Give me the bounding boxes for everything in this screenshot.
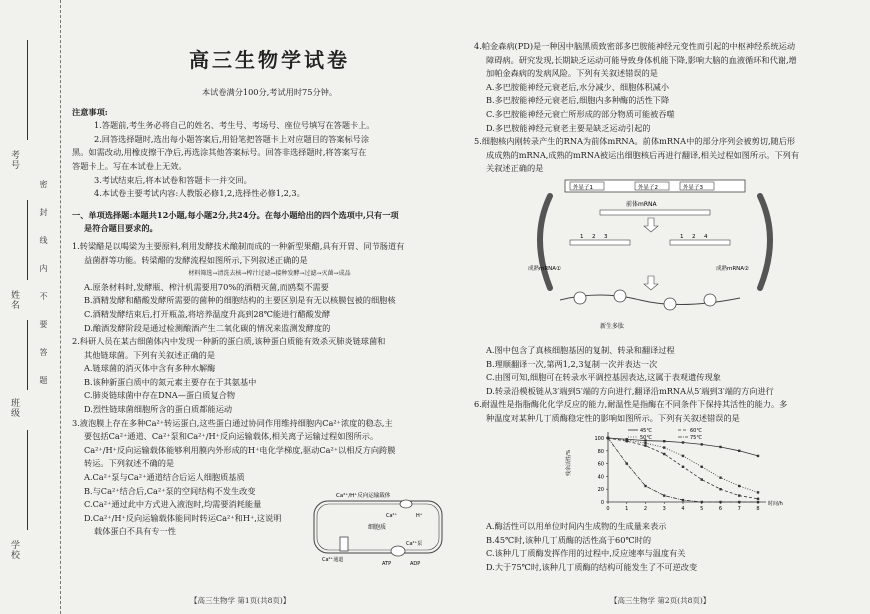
notice-line: 4.本试卷主要考试内容:人教版必修1,2,选择性必修1,2,3。 xyxy=(94,188,305,199)
data-point xyxy=(663,446,665,448)
seam-char: 封 xyxy=(39,208,48,236)
option-a: A.酶活性可以用单位时间内生成物的生成量来表示 xyxy=(486,521,667,531)
name-line xyxy=(27,200,28,280)
q6-line-chart xyxy=(566,424,783,520)
notice-heading: 注意事项: xyxy=(72,106,108,117)
left-footer: 【高三生物学 第1页(共8页)】 xyxy=(190,596,291,605)
question-3-stem: 3.液泡膜上存在多种Ca²⁺转运蛋白,这些蛋白通过协同作用维持细胞内Ca²⁺浓度的稳态,主 xyxy=(72,417,393,428)
option-d: D.Ca²⁺/H⁺反向运输载体能同时转运Ca²⁺和H⁺,这说明 xyxy=(84,512,282,523)
pre-mrna-label: 前体mRNA xyxy=(626,201,657,208)
q3-channel-shape xyxy=(340,537,348,551)
q3-atp-label: ATP xyxy=(382,561,392,567)
data-point xyxy=(738,501,740,503)
data-point xyxy=(663,440,665,442)
q3-ion-label: H⁺ xyxy=(416,513,423,519)
data-point xyxy=(701,501,703,503)
ribosome xyxy=(614,290,626,302)
data-point xyxy=(719,446,721,448)
notice-line: 2.回答选择题时,选出每小题答案后,用铅笔把答题卡上对应题目的答案标号涂 xyxy=(94,133,370,144)
legend-label: 75℃ xyxy=(690,435,702,441)
seam-char: 答 xyxy=(39,348,48,376)
exon-2-label: 外显子2 xyxy=(638,185,658,191)
series-line xyxy=(608,438,758,502)
seg-label: 2 xyxy=(692,234,696,240)
pre-mrna-bar xyxy=(600,210,710,215)
data-point xyxy=(626,462,628,464)
question-1-flow: 材料筛选→清洗去核→榨汁过滤→接种发酵→过滤→灭菌→成品 xyxy=(188,270,351,278)
section-heading: 一、单项选择题:本题共12小题,每小题2分,共24分。在每小题给出的四个选项中,只有一项 xyxy=(72,209,399,220)
q3-membrane-figure xyxy=(306,487,456,567)
q5-splicing-figure xyxy=(530,178,780,338)
option-a: A.Ca²⁺泵与Ca²⁺通道结合后运人细胞质基质 xyxy=(84,472,245,483)
y-tick-label: 40 xyxy=(597,474,604,481)
y-axis-label: 残余活性/% xyxy=(566,449,572,476)
y-tick-label: 0 xyxy=(600,500,604,506)
x-tick-label: 0 xyxy=(606,506,610,512)
notice-line: 黑。如需改动,用橡皮擦干净后,再选涂其他答案标号。回答非选择题时,将答案写在 xyxy=(72,147,367,158)
seg-label: 2 xyxy=(592,234,596,240)
data-point xyxy=(757,501,759,503)
x-tick-label: 5 xyxy=(700,506,704,512)
option-c: C.Ca²⁺通过此中方式进入液泡时,均需要消耗能量 xyxy=(84,499,262,510)
exam-title: 高三生物学试卷 xyxy=(189,48,350,72)
new-peptide-label: 新生多肽 xyxy=(600,323,625,330)
mature-mrna-1-label: 成熟mRNA① xyxy=(528,266,561,272)
q3-cytoplasm-label: 细胞质 xyxy=(368,524,387,531)
right-footer: 【高三生物学 第2页(共8页)】 xyxy=(610,596,711,605)
data-point xyxy=(663,494,665,496)
notice-line: 3.考试结束后,将本试卷和答题卡一并交回。 xyxy=(94,174,252,185)
question-1-stem: 1.转梁醋是以喝梁为主要原料,利用发酵技术酿制而成的一种新型果醋,具有开胃、同节肠道有 xyxy=(72,240,405,251)
option-c: C.多巴胺能神经元衰亡所形成的部分物质可能被吞噬 xyxy=(486,108,675,119)
question-2-stem: 2.科研人员在某古细菌体内中发现一种新的蛋白质,该种蛋白质能有效杀灭肺炎链球菌和 xyxy=(72,336,386,347)
option-c: C.酒精发酵结束后,打开瓶盖,将培养温度升高到28℃能进行醋酸发酵 xyxy=(84,308,331,319)
data-point xyxy=(701,478,703,480)
exam-number-line xyxy=(27,40,28,140)
question-1-stem: 益菌群等功能。转梁醋的发酵流程如图所示,下列叙述正确的是 xyxy=(84,254,308,265)
y-tick-label: 60 xyxy=(597,461,604,468)
seg-label: 4 xyxy=(704,234,708,240)
data-point xyxy=(757,498,759,500)
option-d: D.转录沿模板链从3′端到5′端的方向进行,翻译沿mRNA从5′端到3′端的方向进行 xyxy=(486,385,774,396)
data-point xyxy=(738,450,740,452)
option-b: B.酒精发酵和醋酸发酵所需要的菌种的细胞结构的主要区别是有无以核膜包被的细胞核 xyxy=(84,295,396,306)
option-b: B.与Ca²⁺结合后,Ca²⁺泵的空间结构不发生改变 xyxy=(84,485,256,496)
question-4-stem: 障碍病。研究发现,长期缺乏运动可能导致身体机能下降,影响大脑的血液循环和代谢,增 xyxy=(486,54,797,65)
arrow-down xyxy=(644,218,658,232)
legend-label: 45℃ xyxy=(640,428,652,434)
exon-3-label: 外显子3 xyxy=(683,185,703,191)
seam-text xyxy=(38,180,49,404)
q3-carrier-shape xyxy=(400,500,412,508)
x-tick-label: 2 xyxy=(643,506,648,512)
data-point xyxy=(719,476,721,478)
seg-label: 3 xyxy=(604,234,608,240)
school-line xyxy=(27,430,28,530)
notice-line: 1.答题前,考生务必将自己的姓名、考生号、考场号、座位号填写在答题卡上。 xyxy=(94,120,375,131)
ribosome xyxy=(664,298,676,310)
data-point xyxy=(682,441,684,443)
data-point xyxy=(644,485,646,487)
data-point xyxy=(719,488,721,490)
nuclear-envelope-left xyxy=(540,196,550,288)
right-column-bottom xyxy=(474,520,859,574)
y-tick-label: 100 xyxy=(594,436,604,442)
series-line xyxy=(608,438,758,492)
option-b: B.45℃时,该种几丁质酶的活性高于60℃时的 xyxy=(486,534,652,545)
data-point xyxy=(644,444,646,446)
data-point xyxy=(719,501,721,503)
option-a: A.多巴胺能神经元衰老后,水分减少、细胞体积减小 xyxy=(486,81,670,92)
seam-char: 密 xyxy=(39,180,48,208)
option-d-cont: 载体蛋白不具有专一性 xyxy=(94,526,176,537)
exam-info: 本试卷满分100分,考试用时75分钟。 xyxy=(201,87,338,97)
data-point xyxy=(644,442,646,444)
x-tick-label: 8 xyxy=(756,506,760,512)
seam-char: 不 xyxy=(39,292,48,320)
left-column xyxy=(72,40,467,539)
exon-1-label: 外显子1 xyxy=(573,185,593,191)
y-tick-label: 20 xyxy=(597,487,604,494)
question-3-stem: 要包括Ca²⁺通道、Ca²⁺泵和Ca²⁺/H⁺反向运输载体,相关离子运输过程如图所示。 xyxy=(84,431,379,442)
binding-strip xyxy=(0,0,61,614)
data-point xyxy=(757,455,759,457)
data-point xyxy=(738,485,740,487)
q3-pump-label: Ca²⁺泵 xyxy=(406,541,423,547)
seam-char: 题 xyxy=(39,376,48,404)
right-column xyxy=(474,40,859,176)
data-point xyxy=(682,466,684,468)
question-2-stem: 其他链球菌。下列有关叙述正确的是 xyxy=(84,349,216,360)
question-5-stem: 关叙述正确的是 xyxy=(486,163,544,174)
legend-label: 50℃ xyxy=(640,435,652,441)
exam-number-label: 考号 xyxy=(9,150,19,170)
arrow-down xyxy=(644,276,658,290)
option-d: D.多巴胺能神经元衰老主要是缺乏运动引起的 xyxy=(486,122,651,133)
notice-line: 答题卡上。写在本试卷上无效。 xyxy=(72,160,187,171)
q3-pump-shape xyxy=(391,546,405,556)
school-label: 学校 xyxy=(9,540,19,560)
data-point xyxy=(757,491,759,493)
data-point xyxy=(738,494,740,496)
x-tick-label: 3 xyxy=(662,506,666,512)
option-b: B.理顺翻译一次,第两1,2,3复制一次并表达一次 xyxy=(486,358,658,369)
option-d: D.酿酒发酵阶段是通过检测酿酒产生二氧化碳的情况来监测发酵度的 xyxy=(84,322,331,333)
data-point xyxy=(701,443,703,445)
option-a: A.链球菌的消灭体中含有多种水解酶 xyxy=(84,363,216,374)
name-label: 姓名 xyxy=(9,290,19,310)
question-6-stem: 种温度对某种几丁质酶稳定性的影响如图所示。下列有关叙述错误的是 xyxy=(486,412,740,423)
data-point xyxy=(663,453,665,455)
question-6-stem: 6.耐温性是指脂酶化化学反应的能力,耐温性是指酶在不同条件下保持其活性的能力。多 xyxy=(474,399,788,410)
class-label: 班级 xyxy=(9,398,19,418)
question-3-stem: 转运。下列叙述不确的是 xyxy=(84,458,175,469)
right-column-lower xyxy=(474,344,859,426)
seg-label: 1 xyxy=(680,234,684,240)
ribosome xyxy=(704,294,716,306)
option-a: A.图中包含了真核细胞基因的复制、转录和翻译过程 xyxy=(486,345,675,355)
data-point xyxy=(682,499,684,501)
question-4-stem: 加帕金森病的发病风险。下列有关叙述错误的是 xyxy=(486,68,658,79)
x-tick-label: 4 xyxy=(681,506,685,512)
section-heading: 是符合题目要求的。 xyxy=(84,223,158,234)
mature-mrna-2-label: 成熟mRNA② xyxy=(716,266,749,272)
option-a: A.原条材料时,发酵瓶、榨汁机需要用70%的酒精灭菌,而鸥梨不需要 xyxy=(84,281,329,292)
seam-char: 线 xyxy=(39,236,48,264)
data-point xyxy=(682,455,684,457)
option-d: D.大于75℃时,该种几丁质酶的结构可能发生了不可逆改变 xyxy=(486,561,698,572)
q3-adp-label: ADP xyxy=(410,561,421,567)
q3-ion-label: Ca²⁺ xyxy=(386,513,398,519)
x-tick-label: 7 xyxy=(737,506,741,512)
question-5-stem: 5.细胞核内刚转录产生的RNA为前体mRNA。前体mRNA中的部分序列会被剪切,随后形 xyxy=(474,136,796,147)
legend-label: 60℃ xyxy=(690,428,702,434)
question-5-stem: 成成熟的mRNA,成熟的mRNA被运出细胞核后再进行翻译,相关过程如图所示。下列有 xyxy=(486,149,800,160)
ribosome xyxy=(574,292,586,304)
nuclear-envelope-right xyxy=(760,196,770,288)
seam-char: 内 xyxy=(39,264,48,292)
data-point xyxy=(607,437,609,439)
data-point xyxy=(626,439,628,441)
x-tick-label: 1 xyxy=(625,506,629,512)
option-c: C.由图可知,细胞可在转录水平调控基因表达,这属于表观遗传现象 xyxy=(486,372,721,383)
seg-label: 1 xyxy=(580,234,584,240)
question-4-stem: 4.帕金森病(PD)是一种因中脑黑质致密部多巴胺能神经元变性而引起的中枢神经系统运动 xyxy=(474,41,796,51)
x-axis-label: 时间/h xyxy=(768,501,783,507)
mature-mrna-1-bar xyxy=(570,240,630,245)
option-d: D.烈性链球菌细胞所含的蛋白质都能运动 xyxy=(84,404,233,415)
option-c: C.肺炎链球菌中存在DNA—蛋白质复合物 xyxy=(84,390,236,401)
question-3-stem: Ca²⁺/H⁺反向运输载体能够利用膜内外形成的H⁺电化学梯度,驱动Ca²⁺以相反方向跨膜 xyxy=(84,444,396,455)
q3-channel-label: Ca²⁺通道 xyxy=(322,557,344,563)
option-b: B.该种新蛋白质中的氮元素主要存在于其氨基中 xyxy=(84,376,257,387)
mature-mrna-2-bar xyxy=(670,240,730,245)
x-tick-label: 6 xyxy=(718,506,723,512)
q3-carrier-label: Ca²⁺/H⁺反向运输载体 xyxy=(336,493,391,499)
option-b: B.多巴胺能神经元衰老后,细胞内多种酶的活性下降 xyxy=(486,95,670,106)
data-point xyxy=(701,466,703,468)
y-tick-label: 80 xyxy=(597,448,604,455)
option-c: C.该种几丁质酶发挥作用的过程中,反应速率与温度有关 xyxy=(486,548,686,559)
seam-char: 要 xyxy=(39,320,48,348)
class-line xyxy=(27,320,28,390)
